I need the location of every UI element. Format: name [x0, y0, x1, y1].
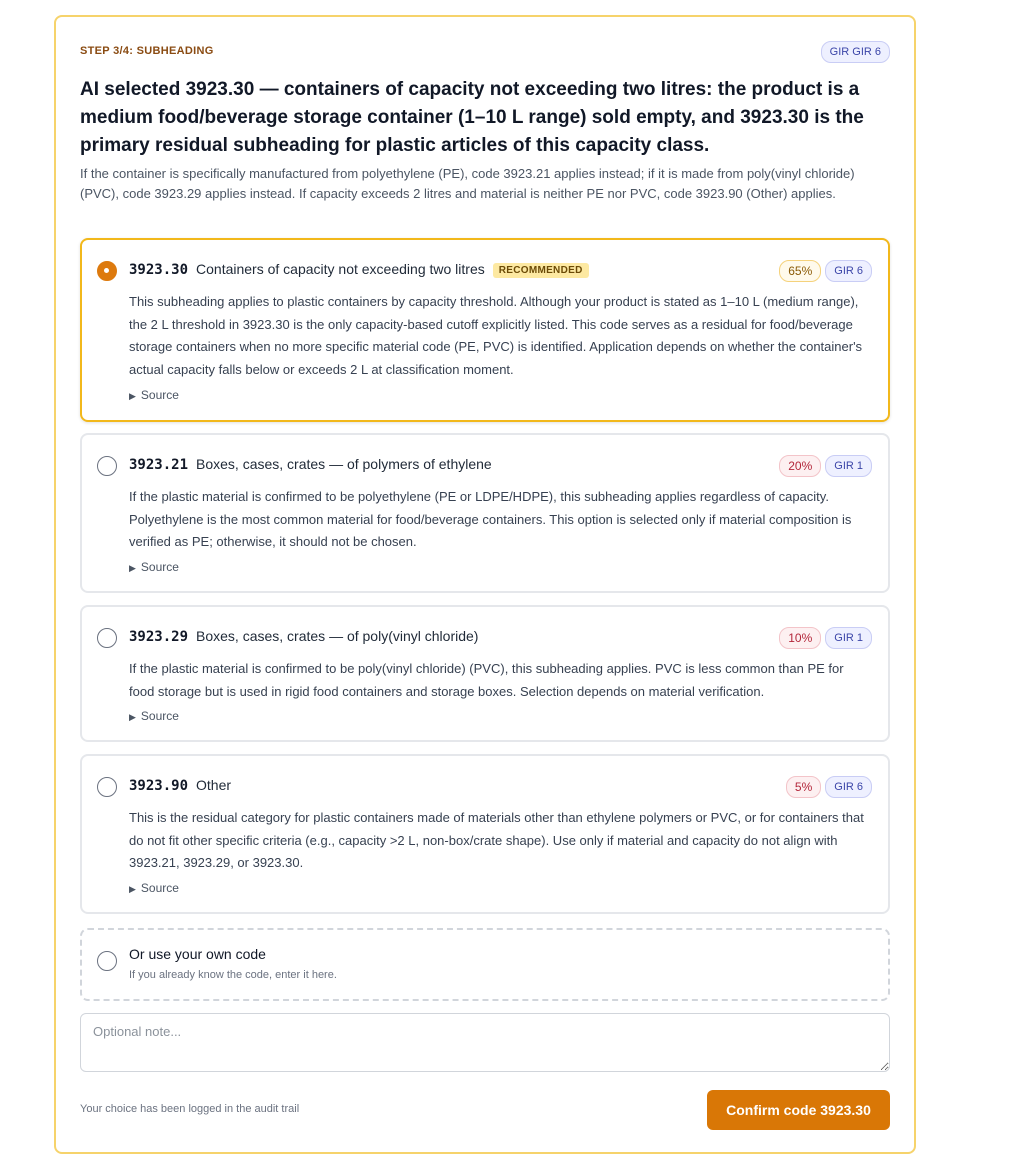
triangle-right-icon: ▶ — [129, 884, 136, 894]
option-title: Other — [196, 777, 232, 793]
option-pills — [779, 455, 872, 477]
option-code: 3923.30 — [129, 262, 189, 278]
option-code: 3923.29 — [129, 629, 189, 645]
option-title: Boxes, cases, crates — of poly(vinyl chloride) — [196, 628, 479, 644]
source-toggle[interactable] — [129, 388, 179, 402]
source-label: Source — [140, 709, 179, 723]
option-description: This is the residual category for plastic containers made of materials other than ethylene polymers or PVC, or for containers that do not fit other specific criteria (e.g., capacity >2 L, non-box/crate shape). Use only if material and capacity do not align with 3923.21, 3923.29, or 3923.30. — [129, 810, 864, 871]
source-toggle[interactable] — [129, 881, 179, 895]
confidence-badge: 20% — [779, 455, 821, 477]
optional-note-input[interactable] — [80, 1013, 890, 1072]
confirm-code-button[interactable]: Confirm code 3923.30 — [707, 1090, 890, 1130]
gir-badge: GIR GIR 6 — [821, 41, 890, 63]
gir-badge: GIR 6 — [825, 776, 872, 798]
source-label: Source — [140, 881, 179, 895]
source-toggle[interactable] — [129, 709, 179, 723]
own-code-help: If you already know the code, enter it here. — [129, 969, 337, 981]
radio-empty-icon[interactable] — [97, 777, 117, 797]
option-title: Boxes, cases, crates — of polymers of ethylene — [196, 456, 492, 472]
option-pills — [779, 260, 872, 282]
option-pills — [779, 627, 872, 649]
gir-badge: GIR 1 — [825, 627, 872, 649]
recommended-badge: RECOMMENDED — [493, 263, 589, 278]
option-description: If the plastic material is confirmed to be polyethylene (PE or LDPE/HDPE), this subheading applies regardless of capacity. Polyethylene is the most common material for food/beverage containers. This option is selected only if material composition is verified as PE; otherwise, it should not be chosen. — [129, 489, 852, 550]
triangle-right-icon: ▶ — [129, 712, 136, 722]
triangle-right-icon: ▶ — [129, 563, 136, 573]
option-header — [129, 628, 872, 650]
source-label: Source — [140, 388, 179, 402]
step-header — [80, 41, 890, 65]
classification-step-card — [54, 15, 916, 1154]
source-toggle[interactable] — [129, 560, 179, 574]
triangle-right-icon: ▶ — [129, 391, 136, 401]
ai-selection-explanation: If the container is specifically manufactured from polyethylene (PE), code 3923.21 applies instead; if it is made from poly(vinyl chloride) (PVC), code 3923.29 applies instead. If capacity exceeds 2 litres and material is neither PE nor PVC, code 3923.90 (Other) applies. — [80, 166, 855, 201]
confidence-badge: 65% — [779, 260, 821, 282]
gir-badge: GIR 6 — [825, 260, 872, 282]
option-header — [129, 456, 872, 478]
option-3923-29[interactable] — [80, 605, 890, 742]
gir-badge: GIR 1 — [825, 455, 872, 477]
radio-empty-icon[interactable] — [97, 628, 117, 648]
option-3923-30[interactable] — [80, 238, 890, 422]
option-description: This subheading applies to plastic containers by capacity threshold. Although your product is stated as 1–10 L (medium range), the 2 L threshold in 3923.30 is the only capacity-based cutoff explicitly listed. This code serves as a residual for food/beverage storage containers when no more specific material code (PE, PVC) is identified. Application depends on whether the container's actual capacity falls below or exceeds 2 L at classification moment. — [129, 294, 863, 377]
option-3923-21[interactable] — [80, 433, 890, 593]
option-code: 3923.90 — [129, 778, 189, 794]
option-code: 3923.21 — [129, 457, 189, 473]
option-3923-90[interactable] — [80, 754, 890, 914]
radio-empty-icon[interactable] — [97, 951, 117, 971]
step-label: STEP 3/4: SUBHEADING — [80, 45, 214, 57]
confidence-badge: 5% — [786, 776, 821, 798]
option-pills — [786, 776, 872, 798]
source-label: Source — [140, 560, 179, 574]
audit-trail-notice: Your choice has been logged in the audit trail — [80, 1103, 300, 1115]
own-code-option[interactable] — [80, 928, 890, 1001]
option-title: Containers of capacity not exceeding two litres — [196, 261, 485, 277]
ai-selection-headline: AI selected 3923.30 — containers of capacity not exceeding two litres: the product is a medium food/beverage storage container (1–10 L range) sold empty, and 3923.30 is the primary residual subheading for plastic articles of this capacity class. — [80, 79, 864, 156]
option-header — [129, 777, 872, 799]
radio-empty-icon[interactable] — [97, 456, 117, 476]
option-header — [129, 261, 872, 283]
option-description: If the plastic material is confirmed to be poly(vinyl chloride) (PVC), this subheading applies. PVC is less common than PE for food storage but is used in rigid food containers and storage boxes. Selection depends on material verification. — [129, 661, 844, 699]
own-code-title: Or use your own code — [129, 946, 266, 962]
confidence-badge: 10% — [779, 627, 821, 649]
radio-selected-icon[interactable] — [97, 261, 117, 281]
